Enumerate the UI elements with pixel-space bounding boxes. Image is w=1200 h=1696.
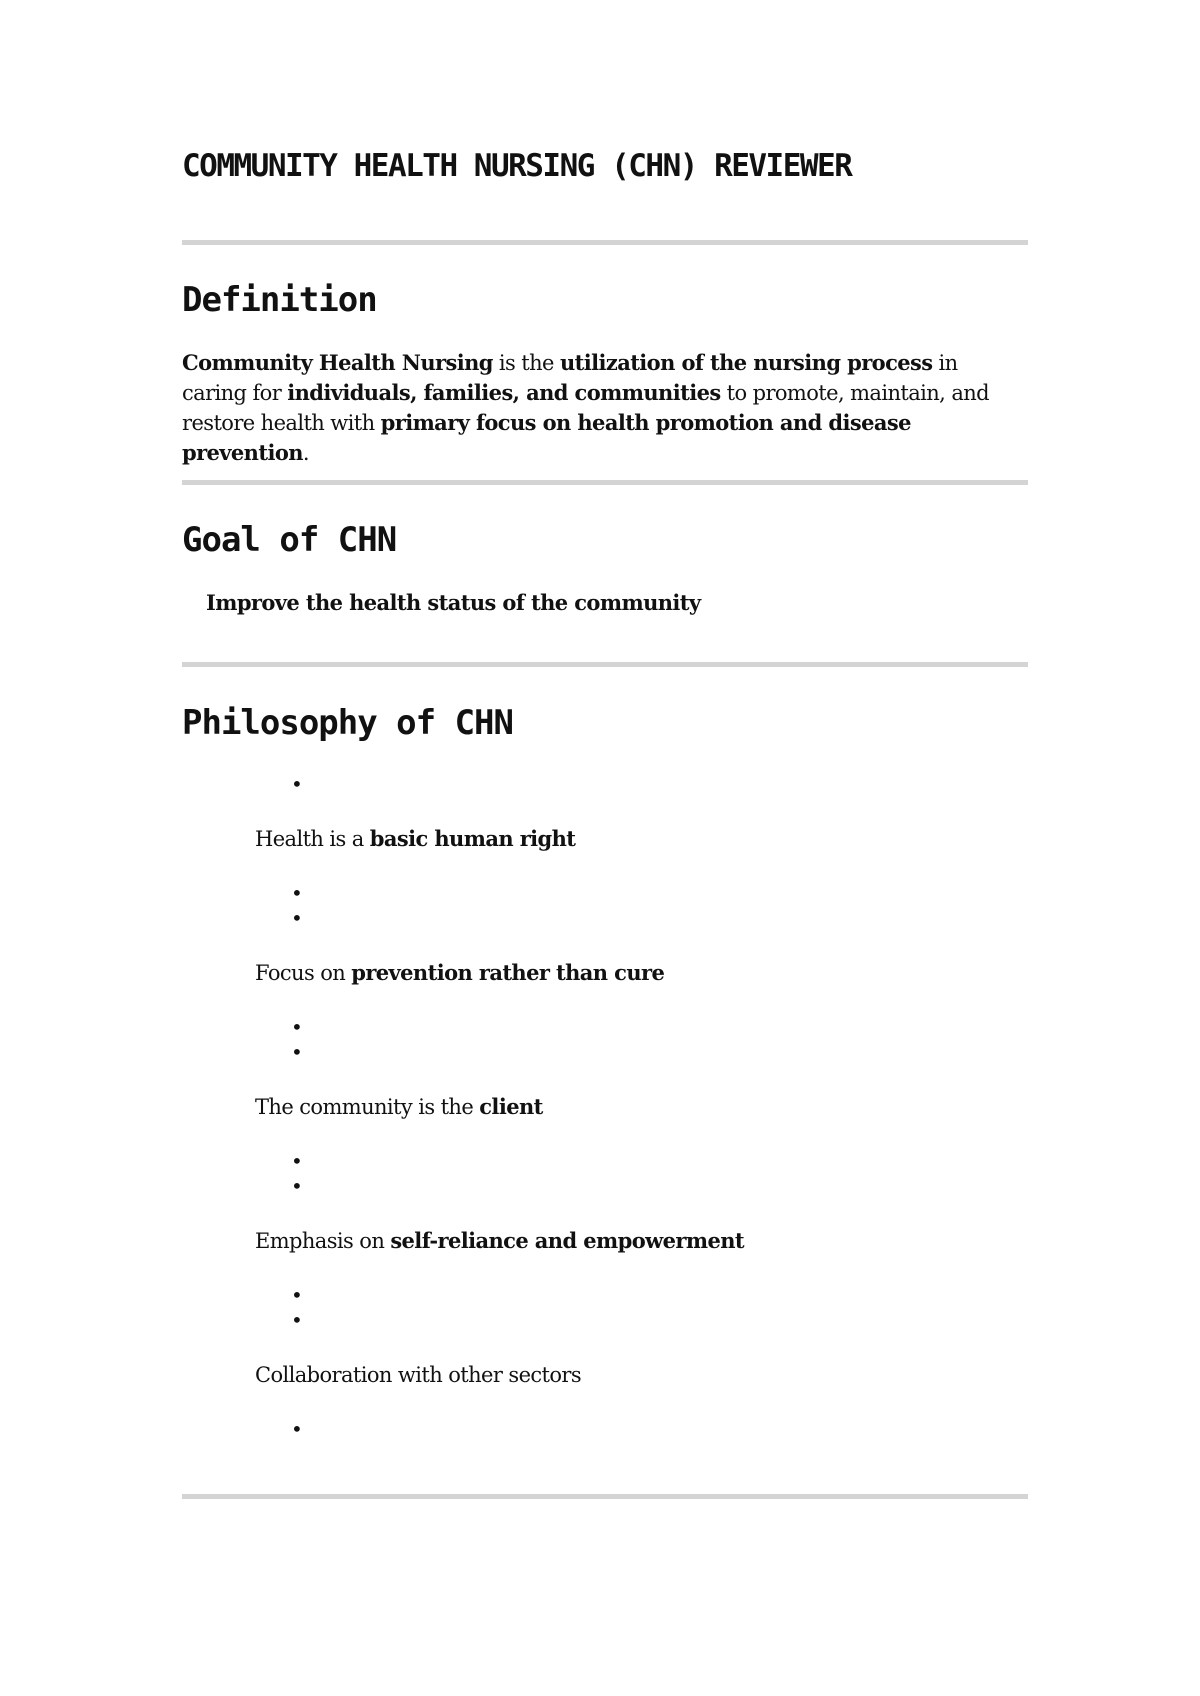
- bullet-marker: •: [291, 1417, 303, 1441]
- philosophy-item-text: Collaboration with other sectors: [255, 1363, 582, 1387]
- definition-emphasis: individuals, families, and communities: [287, 380, 721, 405]
- philosophy-item-text: The community is the: [255, 1095, 480, 1119]
- bullet-marker: •: [291, 1015, 303, 1039]
- philosophy-item: [255, 1228, 744, 1253]
- definition-text-part: to promote, maintain, and restore health with: [182, 381, 990, 435]
- philosophy-item-emphasis: client: [479, 1094, 543, 1119]
- document-title: COMMUNITY HEALTH NURSING (CHN) REVIEWER: [182, 148, 852, 184]
- definition-term: Community Health Nursing: [182, 350, 493, 375]
- philosophy-item-emphasis: prevention rather than cure: [351, 960, 665, 985]
- bullet-marker: •: [291, 1283, 303, 1307]
- philosophy-item-text: Focus on: [255, 961, 352, 985]
- philosophy-item: [255, 1094, 543, 1119]
- philosophy-item-text: Health is a: [255, 827, 370, 851]
- bullet-marker: •: [291, 772, 303, 796]
- section-divider: [182, 662, 1028, 667]
- definition-emphasis: utilization of the nursing process: [559, 350, 933, 375]
- definition-emphasis: primary focus on health promotion and disease prevention: [182, 410, 911, 465]
- philosophy-item-text: Emphasis on: [255, 1229, 391, 1253]
- section-divider: [182, 1494, 1028, 1499]
- bullet-marker: •: [291, 1308, 303, 1332]
- bullet-marker: •: [291, 1040, 303, 1064]
- goal-statement: Improve the health status of the community: [206, 590, 701, 615]
- philosophy-item: [255, 826, 575, 851]
- definition-text-part: in caring for: [182, 351, 958, 405]
- bullet-marker: •: [291, 881, 303, 905]
- philosophy-heading: Philosophy of CHN: [182, 703, 513, 743]
- bullet-marker: •: [291, 1149, 303, 1173]
- definition-heading: Definition: [182, 280, 377, 320]
- goal-heading: Goal of CHN: [182, 520, 397, 560]
- section-divider: [182, 480, 1028, 485]
- definition-paragraph: [182, 348, 1028, 468]
- philosophy-item: [255, 1362, 581, 1387]
- definition-text-part: .: [302, 441, 309, 465]
- philosophy-item: [255, 960, 664, 985]
- philosophy-item-emphasis: self-reliance and empowerment: [390, 1228, 744, 1253]
- philosophy-item-emphasis: basic human right: [369, 826, 576, 851]
- bullet-marker: •: [291, 1174, 303, 1198]
- definition-text-part: is the: [492, 351, 560, 375]
- section-divider: [182, 240, 1028, 245]
- bullet-marker: •: [291, 906, 303, 930]
